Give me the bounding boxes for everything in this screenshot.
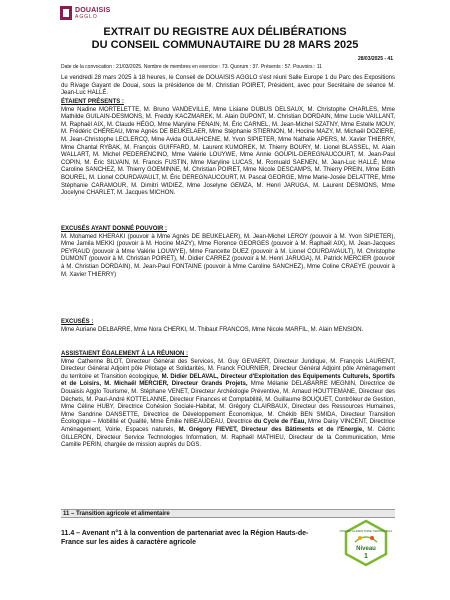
assistants-text-1: Mme Catherine BLOT, Directeur Général des Services, M. Guy GEVAERT, Directeur Juridique, M. François LAURENT, Directeur Général Adjoint pôle Pilotage et Solidarités, M. Franck FOURNIER, Directeur Général Adjoint pôle Aménagement du territoire et Transition écologique, [61,358,395,380]
assistants-text-4: M. Cédric GILLERON, Directeur Service Technologies Information, M. Raphaël MATHIEU, Directeur de la Communication, Mme Camille PERIN, chargée de mission auprès du DGS. [61,426,395,449]
douaisis-agglo-logo [60,3,112,23]
excused-list: Mme Auriane DELBARRE, Mme Nora CHERKI, M. Thibaut FRANCOS, Mme Nicole MARFIL, M. Alain MENSION. [61,326,364,333]
intro-paragraph [61,75,395,98]
deliberation-reference: 28/03/2025 - 41 [357,56,393,62]
assistants-list [61,359,395,450]
excused-section [61,319,395,334]
document-title [0,26,450,52]
excused-heading: EXCUSÉS : [61,319,94,325]
convocation-line: Date de la convocation : 21/03/2025. Nombre de membres en exercice : 73. Quorum : 37. Présents : 57. Pouvoirs : 11 [61,64,322,70]
title-line-1: EXTRAIT DU REGISTRE AUX DÉLIBÉRATIONS [103,26,347,38]
excused-power-heading: EXCUSÉS AYANT DONNÉ POUVOIR : [61,226,168,232]
logo-mark-icon [60,6,72,20]
excused-power-list: M. Mohamed KHERAKI (pouvoir à Mme Agnès DE BEUKELAER), M. Jean-Michel LEROY (pouvoir à M. Yvon SIPIETER), Mme Jamila MEKKI (pouvoir à M. Hocine MAZY), Mme Florence GEORGES (pouvoir à M. Raphaël AIX), M. Jean-Jacques PEYRAUD (pouvoir à Mme Valérie LOUWYE), Mme Francette DUEZ (pouvoir à M. Lionel COURDAVAULT), M. Christophe DUMONT (pouvoir à M. Christian POIRET), M. Didier CARREZ (pouvoir à M. Henri JARUGA), M. Patrick MERCIER (pouvoir à M. Christian DORDAIN), M. Jean-Paul FONTAINE (pouvoir à Mme Caroline SANCHEZ), Mme Coline CRAEYE (pouvoir à M. Xavier THIERRY) [61,233,395,278]
assistants-bold-1: M. Didier DELAVAL, Directeur d'Exploitation des Equipements Culturels, Sportifs et de Loisirs, M. Michaël MERCIER, Directeur Grands Projets, [61,373,396,388]
present-list: Mme Nadine MORTELETTE, M. Bruno VANDEVILLE, Mme Lisiane DUBUS DELSAUX, M. Christophe CHARLES, Mme Mathilde GUILAIN-DESMONS, M. Freddy KACZMAREK, M. Alain DUPONT, M. Christian DORDAIN, Mme Lucie VAILLANT, M. Raphaël AIX, M. Claude HÉGO, Mme Maryline FENAIN, M. Éric CARNEL, M. Jean-Michel SZATNY, Mme Estelle MOUY, M. Frédéric CHÉREAU, Mme Agnès DE BEUKELAER, Mme Stéphanie STIERNON, M. Hocine MAZY, M. Michaël DOZIERE, M. Jean-Christophe LECLERCQ, Mme Avida OULAHCENE, M. Yvon SIPIETER, Mme Nathalie APERS, M. Xavier THIERRY, Mme Chantal RYBAK, M. François GUIFFARD, M. Laurent KUMOREK, M. Thierry BOURY, M. Lionel BLASSEL, M. Alain WALLART, M. Michel PEDERENCINO, Mme Valérie LOUYWE, Mme Annie GOUPIL-DEREGNAUCOURT, M. Jean-Paul COPIN, M. Éric SILVAIN, M. Francis FUSTIN, Mme Maryline LUCAS, M. Romuald SAENEN, M. Jean-Luc HALLÉ, Mme Caroline SANCHEZ, M. Thierry GOEMINNE, M. Christian POIRET, Mme Nicole DESCAMPS, M. Thierry PREIN, Mme Edith BOUREL, M. Lionel COURDAVAULT, M. Éric DEREGNAUCOURT, M. Pascal GEORGE, Mme Marie-Josée DELATTRE, Mme Stéphanie CARAMOUR, M. Dimitri WIDIEZ, Mme Joselyne GEMZA, M. Henri JARUGA, M. Laurent DESMONS, Mme Jocelyne CHARLET, M. Jacques MICHON. [61,106,395,197]
pat-badge-icon [339,520,393,566]
logo-name: DOUAISIS [75,6,111,14]
assistants-bold-3: M. Grégory FIEVET, Directeur des Bâtiments et de l'Energie, [178,426,364,433]
title-line-2: DU CONSEIL COMMUNAUTAIRE DU 28 MARS 2025 [91,39,359,51]
assistants-text-3: Mme Daisy VINCENT, Directrice Aménagement, Voirie, Espaces naturels, [61,419,395,433]
assistants-bold-2: du Cycle de l'Eau, [253,419,307,426]
badge-level-label: Niveau [356,546,376,552]
present-section [61,99,395,198]
section-bar: 11 – Transition agricole et alimentaire [61,509,395,518]
present-heading: ÉTAIENT PRÉSENTS : [61,99,124,105]
intro-text: Le vendredi 28 mars 2025 à 18 heures, le Conseil de DOUAISIS AGGLO s'est réuni Salle Europe 1 du Parc des Expositions du Rivage Gayant de Douai, sous la présidence de M. Christian POIRET, Président, avec pour Secrétaire de séance M. Jean-Luc HALLÉ. [61,75,395,97]
assistants-heading: ASSISTAIENT ÉGALEMENT À LA RÉUNION : [61,351,189,357]
assistants-text-2: Mme Mélanie DELABARRE MEGNIN, Directrice de Douaisis Agglo Tourisme, M. Stéphane VENET, Directeur Archéologie Préventive, M. Arnaud HOUTTEMANE, Directeur des Déchets, M. Paul-André KOTTELANNE, Directeur Finances et Comptabilité, M. Guillaume BOUQUET, Contrôleur de Gestion, Mme Céline HUBY, Directrice Cohésion Sociale-Habitat, M. Grégory CLAIRBAUX, Directeur des Ressources Humaines, Mme Sandrine DANSETTE, Directrice de Développement Économique, M. Chékib BEN SMIDA, Directeur Transition Écologique – Mobilité et Qualité, Mme Émilie NIBEAUDEAU, Directrice [61,381,395,426]
badge-level-number: 1 [364,553,368,560]
badge-top-text: PROJET ALIMENTAIRE TERRITORIAL [339,529,393,533]
subsection-title: 11.4 – Avenant n°1 à la convention de partenariat avec la Région Hauts-de-France sur les aides à caractère agricole [61,530,309,546]
excused-power-section [61,226,395,279]
assistants-section [61,351,395,450]
logo-sub: AGGLO [75,13,98,20]
